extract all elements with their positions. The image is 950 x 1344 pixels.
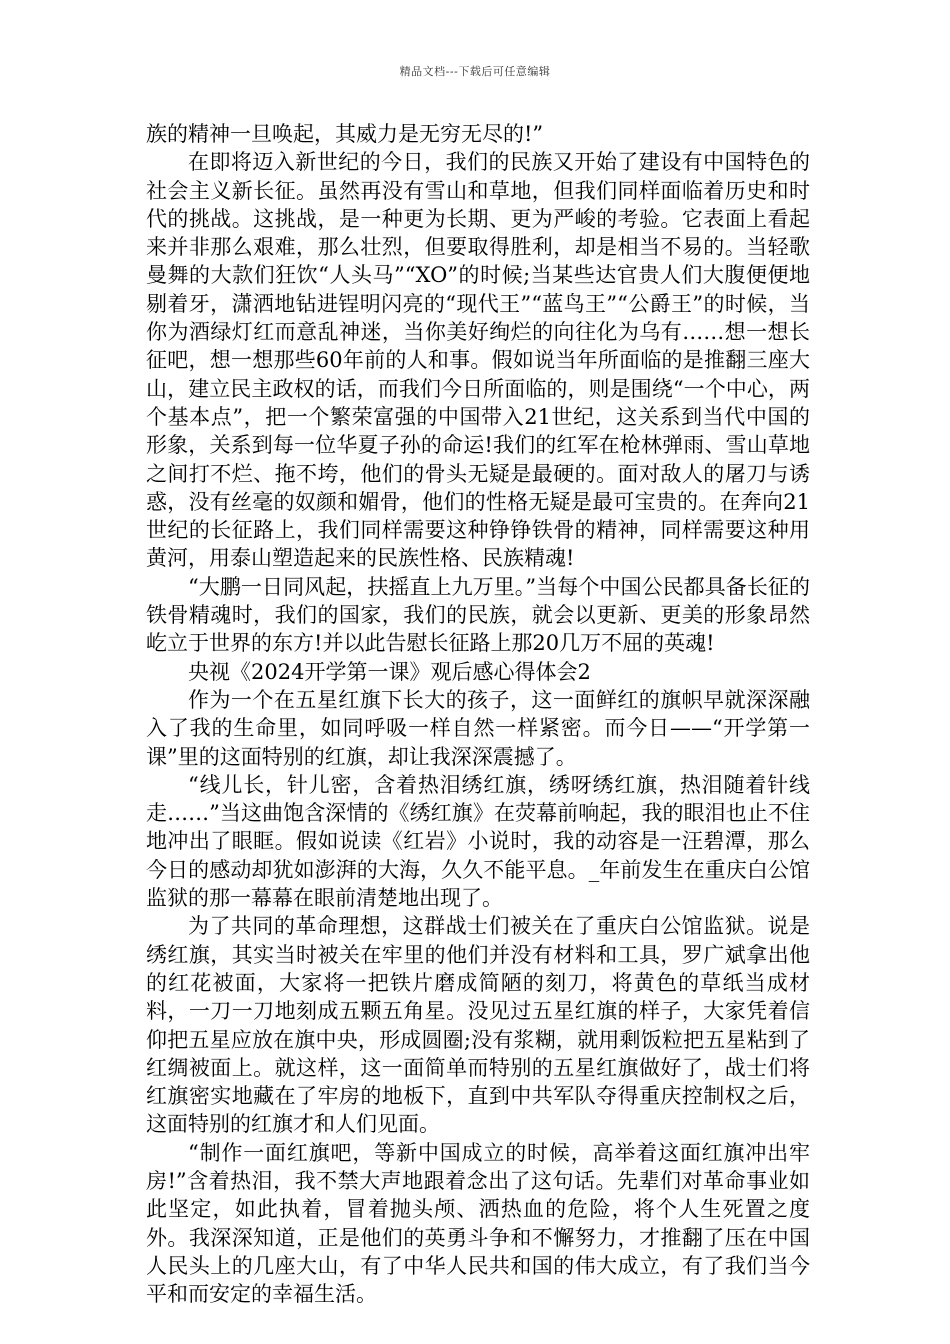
paragraph: “制作一面红旗吧，等新中国成立的时候，高举着这面红旗冲出牢房!”含着热泪，我不禁大声地跟着念出了这句话。先辈们对革命事业如此坚定，如此执着，冒着抛头颅、洒热血的危险，将个人生死置之度外。我深深知道，正是他们的英勇斗争和不懈努力，才推翻了压在中国人民头上的几座大山，有了中华人民共和国的伟大成立，有了我们当今平和而安定的幸福生活。 [146,1140,810,1307]
paragraph: 在即将迈入新世纪的今日，我们的民族又开始了建设有中国特色的社会主义新长征。虽然再没有雪山和草地，但我们同样面临着历史和时代的挑战。这挑战，是一种更为长期、更为严峻的考验。它表面上看起来并非那么艰难，那么壮烈，但要取得胜利，却是相当不易的。当轻歌曼舞的大款们狂饮“人头马”“XO”的时候;当某些达官贵人们大腹便便地剔着牙，潇洒地钻进锃明闪亮的“现代王”“蓝鸟王”“公爵王”的时候，当你为酒绿灯红而意乱神迷，当你美好绚烂的向往化为乌有……想一想长征吧，想一想那些60年前的人和事。假如说当年所面临的是推翻三座大山，建立民主政权的话，而我们今日所面临的，则是围绕“一个中心，两个基本点”，把一个繁荣富强的中国带入21世纪，这关系到当代中国的形象，关系到每一位华夏子孙的命运!我们的红军在枪林弹雨、雪山草地之间打不烂、拖不垮，他们的骨头无疑是最硬的。面对敌人的屠刀与诱惑，没有丝毫的奴颜和媚骨，他们的性格无疑是最可宝贵的。在奔向21世纪的长征路上，我们同样需要这种铮铮铁骨的精神，同样需要这种用黄河，用泰山塑造起来的民族性格、民族精魂! [146,150,810,571]
section-title: 央视《2024开学第一课》观后感心得体会2 [188,659,591,684]
paragraph: 作为一个在五星红旗下长大的孩子，这一面鲜红的旗帜早就深深融入了我的生命里，如同呼吸一样自然一样紧密。而今日——“开学第一课”里的这面特别的红旗，却让我深深震撼了。 [146,687,810,769]
page-header: 精品文档---下载后可任意编辑 [399,65,551,78]
document-body [146,120,810,1308]
paragraph: 族的精神一旦唤起，其威力是无穷无尽的!” [146,122,544,146]
paragraph: “大鹏一日同风起，扶摇直上九万里。”当每个中国公民都具备长征的铁骨精魂时，我们的国家，我们的民族，就会以更新、更美的形象昂然屹立于世界的东方!并以此告慰长征路上那20几万不屈的英魂! [146,574,810,656]
paragraph: 为了共同的革命理想，这群战士们被关在了重庆白公馆监狱。说是绣红旗，其实当时被关在牢里的他们并没有材料和工具，罗广斌拿出他的红花被面，大家将一把铁片磨成简陋的刻刀，将黄色的草纸当成材料，一刀一刀地刻成五颗五角星。没见过五星红旗的样子，大家凭着信仰把五星应放在旗中央，形成圆圈;没有浆糊，就用剩饭粒把五星粘到了红绸被面上。就这样，这一面简单而特别的五星红旗做好了，战士们将红旗密实地藏在了牢房的地板下，直到中共军队夺得重庆控制权之后，这面特别的红旗才和人们见面。 [146,914,810,1137]
paragraph: “线儿长，针儿密，含着热泪绣红旗，绣呀绣红旗，热泪随着针线走……”当这曲饱含深情的《绣红旗》在荧幕前响起，我的眼泪也止不住地冲出了眼眶。假如说读《红岩》小说时，我的动容是一汪碧潭，那么今日的感动却犹如澎湃的大海，久久不能平息。_年前发生在重庆白公馆监狱的那一幕幕在眼前清楚地出现了。 [146,772,810,911]
